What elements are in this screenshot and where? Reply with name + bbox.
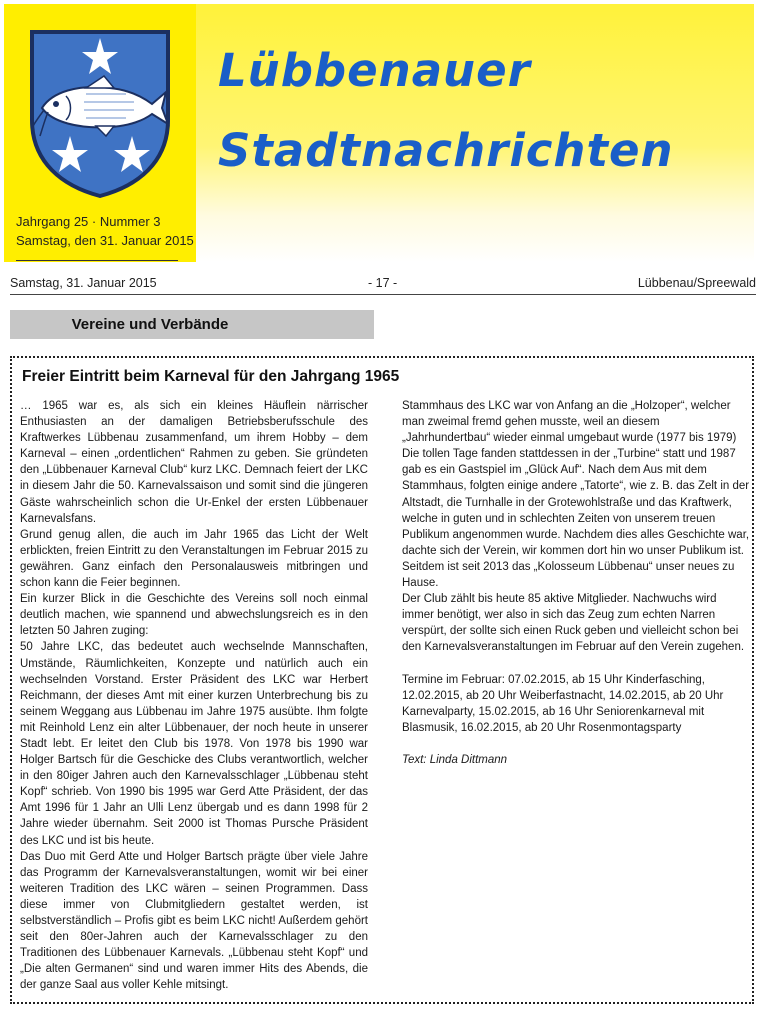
- paragraph: Der Club zählt bis heute 85 aktive Mitglieder. Nachwuchs wird immer benötigt, wer also in sich das Zeug zum echten Narren verspürt, der sollte sich einen Ruck geben und vielleicht schon bei den Karnevalsveranstaltungen im Februar auf den Verein zugehen.: [402, 593, 745, 654]
- issue-number: Jahrgang 25 · Nummer 3: [16, 214, 161, 229]
- divider: [16, 260, 178, 261]
- masthead-title-line2: Stadtnachrichten: [218, 124, 674, 177]
- section-heading-bar: [10, 310, 374, 339]
- article-title: Freier Eintritt beim Karneval für den Jahrgang 1965: [22, 368, 400, 385]
- article-box: [10, 356, 754, 1004]
- paragraph: 50 Jahre LKC, das bedeutet auch wechselnde Mannschaften, Umstände, Räumlichkeiten, Konzepte und natürlich auch ein wechselnden Vorstand. Erster Präsident des LKC war Herbert Reichmann, der dieses Amt mit einer kurzen Unterbrechung bis zu seinem Weggang aus Lübbenau im Jahre 1975 ausübte. Ihm folgte mit Reinhold Lenz ein alter Lübbenauer, der noch heute in unserer Stadt lebt. Er leitet den Club bis 1978. Von 1978 bis 1990 war Holger Bartsch für die Geschicke des Clubs verantwortlich, welcher in den 80iger Jahren auch den Karnevalsschlager „Lübbenau steht Kopf“ schrieb. Von 1990 bis 1995 war Gerd Atte Präsident, der das Amt 1996 für 1 Jahr an Ulli Lenz übergab und es dann 1998 für 2 Jahre wieder übernahm. Seit 2000 ist Thomas Pursche Präsident des LKC und ist bis heute.: [20, 641, 368, 847]
- paragraph: Termine im Februar: 07.02.2015, ab 15 Uhr Kinderfasching, 12.02.2015, ab 20 Uhr Weiberfastnacht, 14.02.2015, ab 20 Uhr Karnevalparty, 15.02.2015, ab 16 Uhr Seniorenkarneval mit Blasmusik, 16.02.2015, ab 20 Uhr Rosenmontagsparty: [402, 673, 724, 734]
- paragraph: … 1965 war es, als sich ein kleines Häuflein närrischer Enthusiasten an der damaligen Betriebsberufsschule des Kraftwerkes Lübbenau zusammenfand, um ihrem Hobby – dem Karneval – einen „ordentlichen“ Rahmen zu geben. Sie gründeten den „Lübbenauer Karneval Club“ kurz LKC. Demnach feiert der LKC in diesem Jahr die 50. Karnevalssaison und somit sind die jüngeren Gäste wahrscheinlich schon die Ur-Enkel der ersten Lübbenauer Karnevalsfans.: [20, 400, 368, 525]
- crest-panel: [4, 4, 196, 262]
- page-header: [10, 276, 756, 295]
- page-place: Lübbenau/Spreewald: [637, 276, 756, 290]
- page-number: - 17 -: [368, 276, 398, 290]
- paragraph: Stammhaus des LKC war von Anfang an die „Holzoper“, welcher man zweimal fremd gehen musste, weil an diesem „Jahrhundertbau“ wieder einmal umgebaut wurde (1977 bis 1979) Die tollen Tage fanden stattdessen in der „Turbine“ statt und 1987 gab es ein Gastspiel im „Glück Auf“. Nach dem Aus mit dem Stammhaus, folgten einige andere „Tatorte“, wie z. B. das Zelt in der Altstadt, die Turnhalle in der Grotewohlstraße und das Kraftwerk, welche in guten und in schlechten Zeiten von unserem treuen Publikum angenommen wurde. Nachdem dies alles Geschichte war, dachte sich der Verein, wir kommen dort hin wo unser Publikum ist. Seitdem ist seit 2013 das „Kolosseum Lübbenau“ unser neues zu Hause.: [402, 400, 750, 590]
- paragraph: Ein kurzer Blick in die Geschichte des Vereins soll noch einmal deutlich machen, wie spannend und abwechslungsreich es in den letzten 50 Jahren zuging:: [20, 593, 368, 638]
- paragraph: Grund genug allen, die auch im Jahr 1965 das Licht der Welt erblickten, freien Eintritt zu den Veranstaltungen im Februar 2015 zu gewähren. Ganz einfach den Personalausweis mitbringen und schon kann die Feier beginnen.: [20, 528, 368, 590]
- page-date: Samstag, 31. Januar 2015: [10, 276, 157, 290]
- article-right-column: [402, 398, 750, 768]
- article-author: Text: Linda Dittmann: [402, 753, 508, 766]
- section-title: Vereine und Verbände: [71, 316, 229, 333]
- issue-date: Samstag, den 31. Januar 2015: [16, 233, 194, 248]
- masthead-title-line1: Lübbenauer: [218, 44, 531, 97]
- coat-of-arms-icon: [26, 28, 174, 198]
- paragraph: Das Duo mit Gerd Atte und Holger Bartsch prägte über viele Jahre das Programm der Karnevalsveranstaltungen, womit wir bei einer weiteren Tradition des LKC wären – seinen Programmen. Dass diese immer von Clubmitgliedern gestaltet werden, ist selbstverständlich – Profis gibt es beim LKC nicht! Außerdem gehört seit den 80er-Jahren auch der Karnevalsschlager zu den Traditionen des Lübbenauer Karnevals. „Lübbenau steht Kopf“ und „Die alten Germanen“ sind und waren immer Hits des Abends, die der ganze Saal aus voller Kehle mitsingt.: [20, 850, 368, 992]
- article-left-column: [20, 398, 368, 993]
